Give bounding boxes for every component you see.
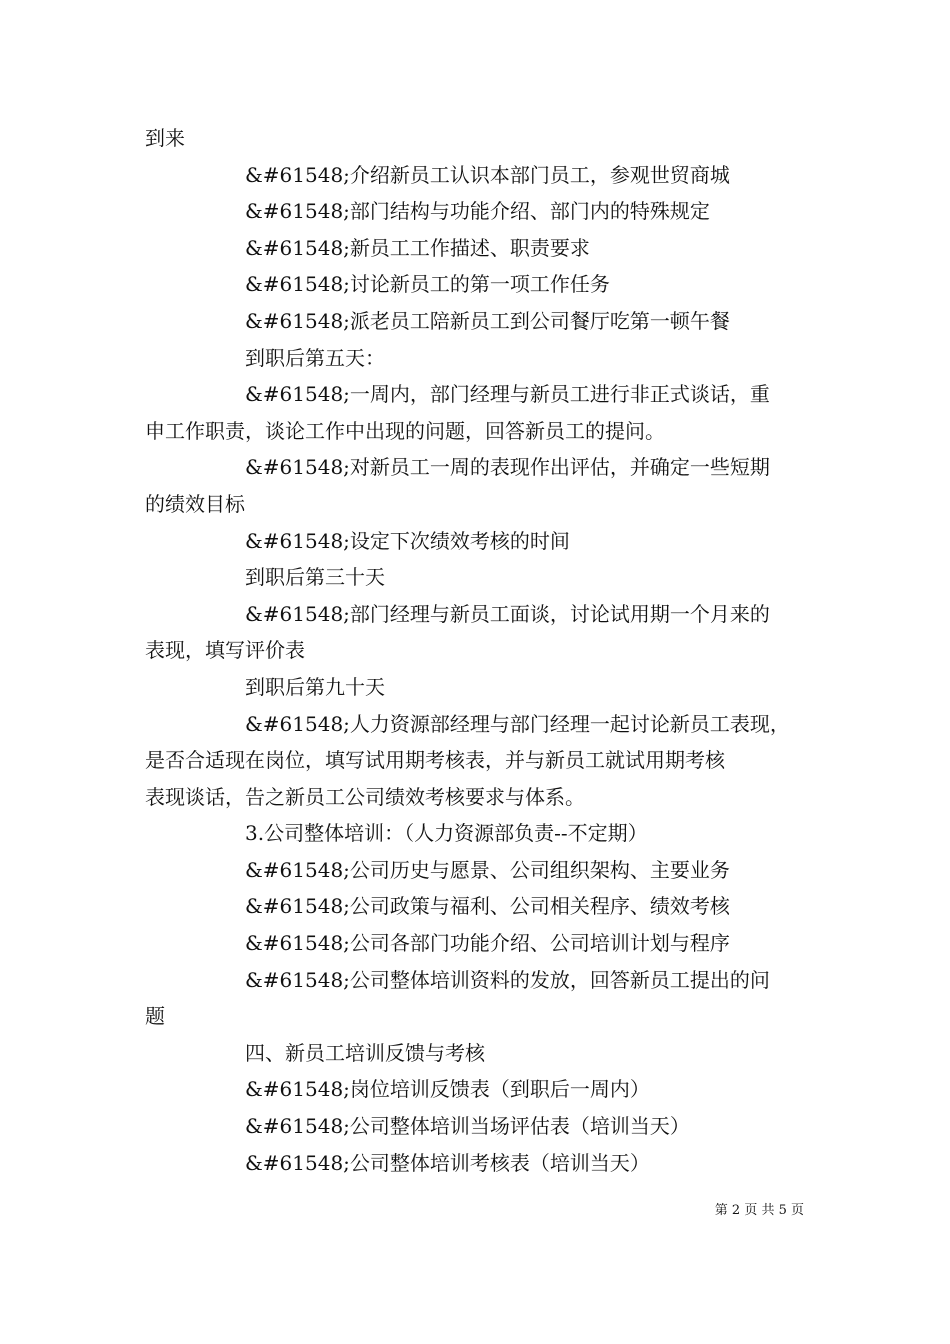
text-line: &#61548;岗位培训反馈表（到职后一周内） — [245, 1077, 650, 1102]
text-line: &#61548;公司整体培训资料的发放，回答新员工提出的问 — [245, 967, 770, 992]
text-line: &#61548;介绍新员工认识本部门员工，参观世贸商城 — [245, 162, 730, 187]
text-line: &#61548;派老员工陪新员工到公司餐厅吃第一顿午餐 — [245, 308, 730, 333]
text-line: &#61548;设定下次绩效考核的时间 — [245, 528, 570, 553]
text-line: &#61548;部门经理与新员工面谈，讨论试用期一个月来的 — [245, 601, 770, 626]
section-heading: 到职后第三十天 — [245, 565, 385, 590]
text-line: &#61548;对新员工一周的表现作出评估，并确定一些短期 — [245, 455, 770, 480]
text-line: &#61548;公司整体培训考核表（培训当天） — [245, 1150, 650, 1175]
text-line: &#61548;一周内，部门经理与新员工进行非正式谈话，重 — [245, 382, 770, 407]
page-number-footer: 第 2 页 共 5 页 — [714, 1203, 804, 1218]
text-line: 是否合适现在岗位，填写试用期考核表，并与新员工就试用期考核 — [145, 748, 725, 773]
text-line: 题 — [145, 1004, 165, 1029]
text-line: 申工作职责，谈论工作中出现的问题，回答新员工的提问。 — [145, 418, 665, 443]
text-line: &#61548;部门结构与功能介绍、部门内的特殊规定 — [245, 199, 710, 224]
section-heading: 到职后第九十天 — [245, 674, 385, 699]
document-body — [145, 120, 815, 1181]
text-line: &#61548;公司整体培训当场评估表（培训当天） — [245, 1114, 690, 1139]
text-line: &#61548;公司历史与愿景、公司组织架构、主要业务 — [245, 857, 730, 882]
text-line: &#61548;公司各部门功能介绍、公司培训计划与程序 — [245, 931, 730, 956]
section-heading: 四、新员工培训反馈与考核 — [245, 1040, 485, 1065]
section-heading: 到职后第五天： — [245, 345, 385, 370]
text-line: &#61548;讨论新员工的第一项工作任务 — [245, 272, 610, 297]
text-line: &#61548;新员工工作描述、职责要求 — [245, 235, 590, 260]
text-line: 到来 — [145, 126, 185, 150]
text-line: 表现，填写评价表 — [145, 638, 305, 663]
section-heading: 3.公司整体培训：（人力资源部负责--不定期） — [245, 821, 648, 846]
text-line: 的绩效目标 — [145, 491, 245, 516]
text-line: &#61548;人力资源部经理与部门经理一起讨论新员工表现， — [245, 711, 790, 736]
text-line: 表现谈话，告之新员工公司绩效考核要求与体系。 — [145, 784, 585, 809]
text-line: &#61548;公司政策与福利、公司相关程序、绩效考核 — [245, 894, 730, 919]
